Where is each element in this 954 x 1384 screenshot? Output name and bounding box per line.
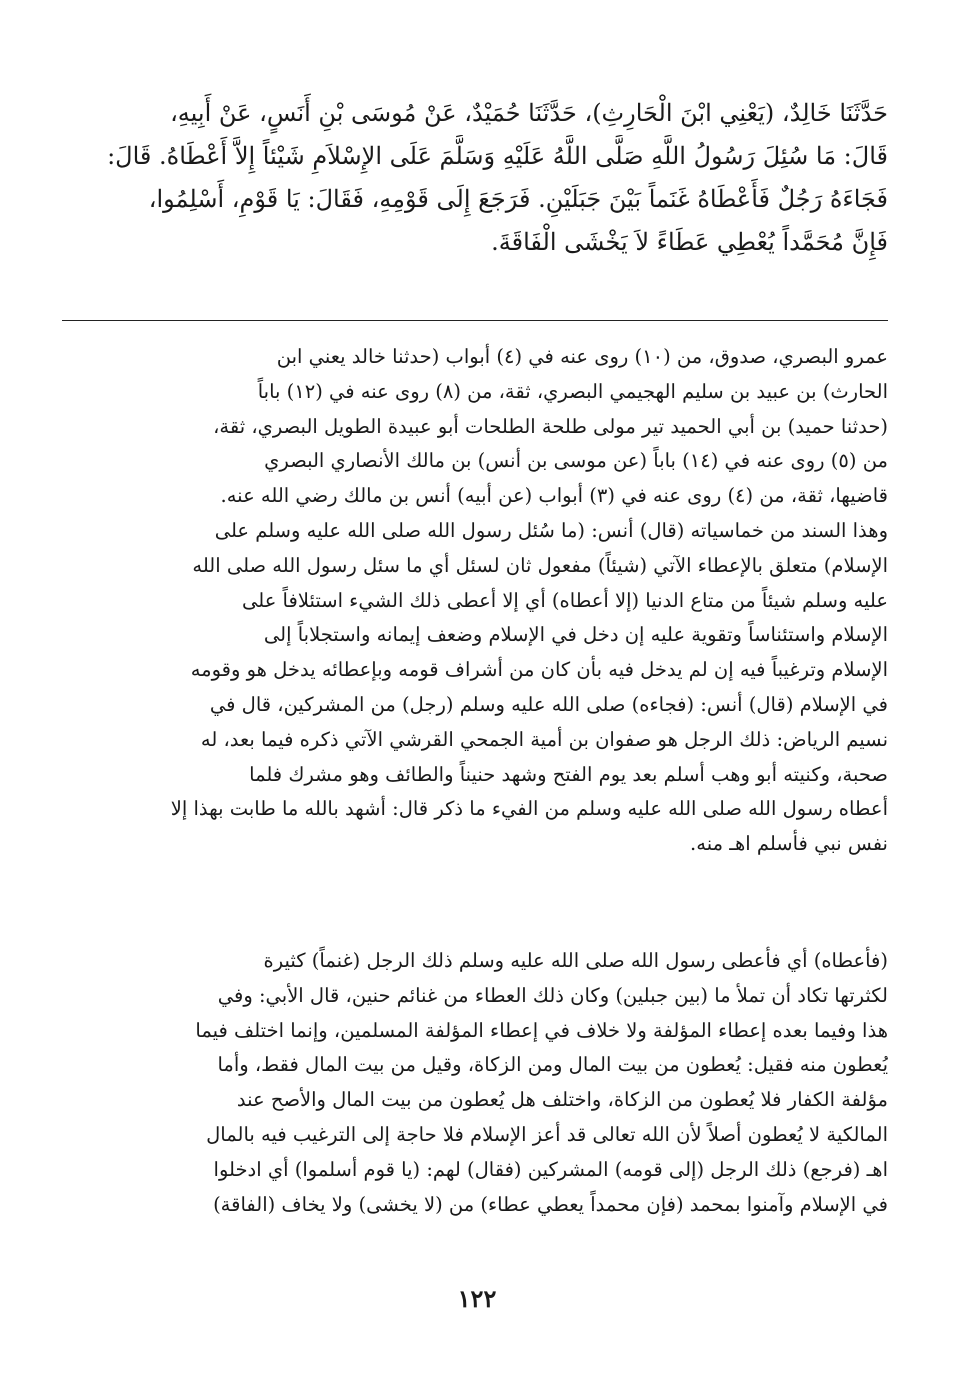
commentary-section-1: [62, 340, 888, 862]
commentary-line: عليه وسلم شيئاً من متاع الدنيا (إلا أعطاه) أي إلا أعطى ذلك الشيء استئلافاً على: [242, 588, 888, 612]
commentary-line: الإسلام) متعلق بالإعطاء الآتي (شيئاً) مفعول ثان لسئل أي ما سئل رسول الله صلى الله: [192, 553, 888, 577]
hadith-line: حَدَّثَنَا خَالِدٌ، (يَعْنِي ابْنَ الْحَارِثِ)، حَدَّثَنَا حُمَيْدٌ، عَنْ مُوسَى بْنِ أَنَسٍ، عَنْ أَبِيهِ،: [170, 99, 888, 127]
commentary-line: في الإسلام (قال) أنس: (فجاءه) صلى الله عليه وسلم (رجل) من المشركين، قال في: [209, 692, 888, 716]
commentary-line: اهـ (فرجع) ذلك الرجل (إلى قومه) المشركين (فقال) لهم: (يا قوم أسلموا) أي ادخلوا: [213, 1157, 888, 1181]
hadith-text: [62, 92, 888, 264]
commentary-line: يُعطون منه فقيل: يُعطون من بيت المال ومن الزكاة، وقيل من بيت المال فقط، وأما: [217, 1053, 888, 1077]
commentary-line: الإسلام واستئناساً وتقوية عليه إن دخل في الإسلام وضعف إيمانه واستجلاباً إلى: [263, 623, 888, 647]
commentary-line: (فأعطاه) أي فأعطى رسول الله صلى الله عليه وسلم ذلك الرجل (غنماً) كثيرة: [263, 949, 888, 972]
commentary-line: نسيم الرياض: ذلك الرجل هو صفوان بن أمية الجمحي القرشي الآتي ذكره فيما بعد، له: [200, 727, 888, 751]
commentary-line: أعطاه رسول الله صلى الله عليه وسلم من الفيء ما ذكر قال: أشهد بالله ما طابت بهذا إلا: [170, 797, 888, 821]
commentary-line: من (٥) روى عنه في (١٤) باباً (عن موسى بن أنس) بن مالك الأنصاري البصري: [264, 449, 888, 473]
page-number: ١٢٢: [457, 1284, 497, 1313]
commentary-line: نفس نبي فأسلم اهـ منه.: [690, 832, 888, 856]
commentary-line: (حدثنا حميد) بن أبي الحميد تير مولى طلحة الطلحات أبو عبيدة الطويل البصري، ثقة،: [213, 414, 888, 438]
commentary-line: في الإسلام وآمنوا بمحمد (فإن محمداً يعطي عطاء) من (لا يخشى) ولا يخاف (الفاقة): [213, 1192, 888, 1216]
commentary-line: الإسلام وترغيباً فيه إن لم يدخل فيه بأن كان من أشراف قومه وبإعطائه يدخل هو وقومه: [190, 658, 888, 682]
separator-line: [62, 320, 888, 321]
commentary-line: الحارث) بن عبيد بن سليم الهجيمي البصري، ثقة، من (٨) روى عنه في (١٢) باباً: [257, 379, 888, 403]
commentary-line: عمرو البصري، صدوق، من (١٠) روى عنه في (٤) أبواب (حدثنا خالد يعني ابن: [276, 345, 888, 368]
commentary-line: لكثرتها تكاد أن تملأ ما (بين جبلين) وكان ذلك العطاء من غنائم حنين، قال الأبي: وفي: [217, 983, 888, 1007]
commentary-line: هذا وفيما بعده إعطاء المؤلفة ولا خلاف في إعطاء المؤلفة المسلمين، وإنما اختلف فيما: [195, 1018, 888, 1042]
commentary-line: المالكية لا يُعطون أصلاً لأن الله تعالى قد أعز الإسلام فلا حاجة إلى الترغيب فيه بالمال: [206, 1122, 888, 1146]
commentary-section-2: [62, 944, 888, 1222]
commentary-line: صحبة، وكنيته أبو وهب أسلم بعد يوم الفتح وشهد حنيناً والطائف وهو مشرك فلما: [249, 762, 888, 786]
commentary-line: وهذا السند من خماسياته (قال) أنس: (ما سُئل رسول الله صلى الله عليه وسلم على: [214, 518, 888, 542]
hadith-line: فَإِنَّ مُحَمَّداً يُعْطِي عَطَاءً لاَ يَخْشَى الْفَاقَةَ.: [491, 228, 888, 256]
commentary-line: مؤلفة الكفار فلا يُعطون من الزكاة، واختلف هل يُعطون من بيت المال والأصح عند: [236, 1088, 888, 1112]
hadith-line: فَجَاءَهُ رَجُلٌ فَأَعْطَاهُ غَنَماً بَيْنَ جَبَلَيْنِ. فَرَجَعَ إِلَى قَوْمِهِ، فَقَالَ: يَا قَوْمِ، أَسْلِمُوا،: [148, 185, 888, 213]
hadith-line: قَالَ: مَا سُئِلَ رَسُولُ اللَّهِ صَلَّى اللَّهُ عَلَيْهِ وَسَلَّمَ عَلَى الإِسْلاَمِ شَيْئاً إِلاَّ أَعْطَاهُ. قَالَ:: [107, 142, 888, 170]
commentary-line: قاضيها، ثقة، من (٤) روى عنه في (٣) أبواب (عن أبيه) أنس بن مالك رضي الله عنه.: [220, 484, 888, 508]
